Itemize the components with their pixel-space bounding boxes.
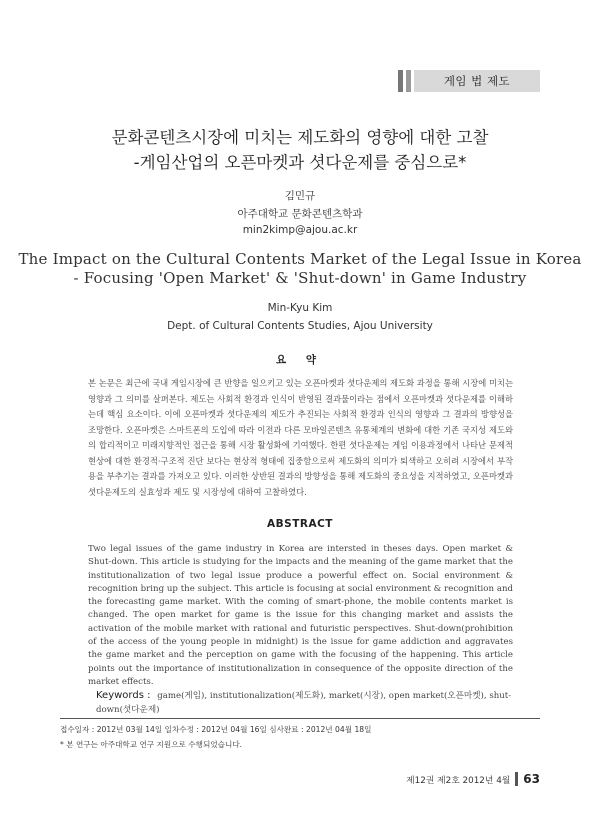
journal-issue: 제12권 제2호 2012년 4월 (406, 775, 511, 786)
page-footer (406, 772, 540, 786)
korean-subtitle: -게임산업의 오픈마켓과 셧다운제를 중심으로* (133, 153, 467, 172)
keywords (96, 689, 516, 717)
author-name-ko: 김민규 (284, 190, 316, 202)
author-email: min2kimp@ajou.ac.kr (242, 224, 358, 236)
section-tag (398, 70, 540, 92)
footnote-divider (60, 718, 540, 719)
submission-dates: 접수일자 : 2012년 03월 14일 일차수정 : 2012년 04월 16일 심사완료 : 2012년 04월 18일 (60, 725, 372, 734)
keywords-label: Keywords : (96, 690, 151, 701)
funding-note: * 본 연구는 아주대학교 연구 지원으로 수행되었습니다. (60, 740, 243, 749)
author-name-en: Min-Kyu Kim (267, 302, 333, 314)
summary-heading: 요 약 (276, 354, 324, 366)
tag-bar-decoration (398, 70, 403, 92)
page-number: 63 (523, 772, 540, 786)
footer-separator (515, 772, 518, 786)
english-title: The Impact on the Cultural Contents Market of the Legal Issue in Korea (18, 250, 582, 268)
author-affiliation-ko: 아주대학교 문화콘텐츠학과 (237, 208, 363, 220)
korean-title: 문화콘텐츠시장에 미치는 제도화의 영향에 대한 고찰 (111, 128, 489, 147)
english-subtitle: - Focusing 'Open Market' & 'Shut-down' in Game Industry (73, 269, 527, 287)
author-affiliation-en: Dept. of Cultural Contents Studies, Ajou University (167, 320, 433, 332)
section-tag-label: 게임 법 제도 (414, 70, 540, 92)
tag-bar-decoration (406, 70, 411, 92)
abstract-heading: ABSTRACT (267, 518, 333, 530)
keywords-text: game(게임), institutionalization(제도화), market(시장), open market(오픈마켓), shut-down(셧다운제) (96, 691, 512, 715)
abstract-body: Two legal issues of the game industry in Korea are intersted in theses days. Open market & Shut-down. This article is studying for the impacts and the meaning of the game market that the institutionalization of two legal issue produce a powerful effect on. Social environment & recognition bring up the subject. This article is focusing at social environment & recognition and the forecasting game market. With the coming of smart-phone, the mobile contents market is changed. The open market for game is the issue for this changing market and assists the activation of the mobile market with rational and futuristic perspectives. Shut-down(prohibition of the access of the young people in midnight) is the issue for game addiction and aggravates the game market and the perception on game with the focusing of the happening. This article points out the importance of institutionalization in consequence of the opposite direction of the market effects. (88, 544, 513, 687)
summary-body: 본 논문은 최근에 국내 게임시장에 큰 반향을 일으키고 있는 오픈마켓과 셧다운제의 제도화 과정을 통해 시장에 미치는 영향과 그 의미를 살펴본다. 제도는 사회적 환경과 인식이 반영된 결과물이라는 점에서 오픈마켓과 셧다운제를 이해하는데 핵심 요소이다. 이에 오픈마켓과 셧다운제의 제도가 추진되는 사회적 환경과 인식의 영향과 그 결과의 방향성을 조망한다. 오픈마켓은 스마트폰의 도입에 따라 이전과 다른 모바일콘텐츠 유통체계의 변화에 대한 기존 국지성 제도와의 합리적이고 미래지향적인 접근을 통해 시장 활성화에 기여했다. 한편 셧다운제는 게임 이용과정에서 나타난 문제적 현상에 대한 환경적·구조적 진단 보다는 현상적 형태에 집중함으로써 제도화의 의미가 퇴색하고 오히려 시장에서 부작용을 부추기는 결과를 가져오고 있다. 이러한 상반된 결과의 방향성을 통해 제도화의 중요성을 지적하였고, 오픈마켓과 셧다운제도의 실효성과 제도 및 시장성에 대하여 고찰하였다. (88, 378, 513, 497)
